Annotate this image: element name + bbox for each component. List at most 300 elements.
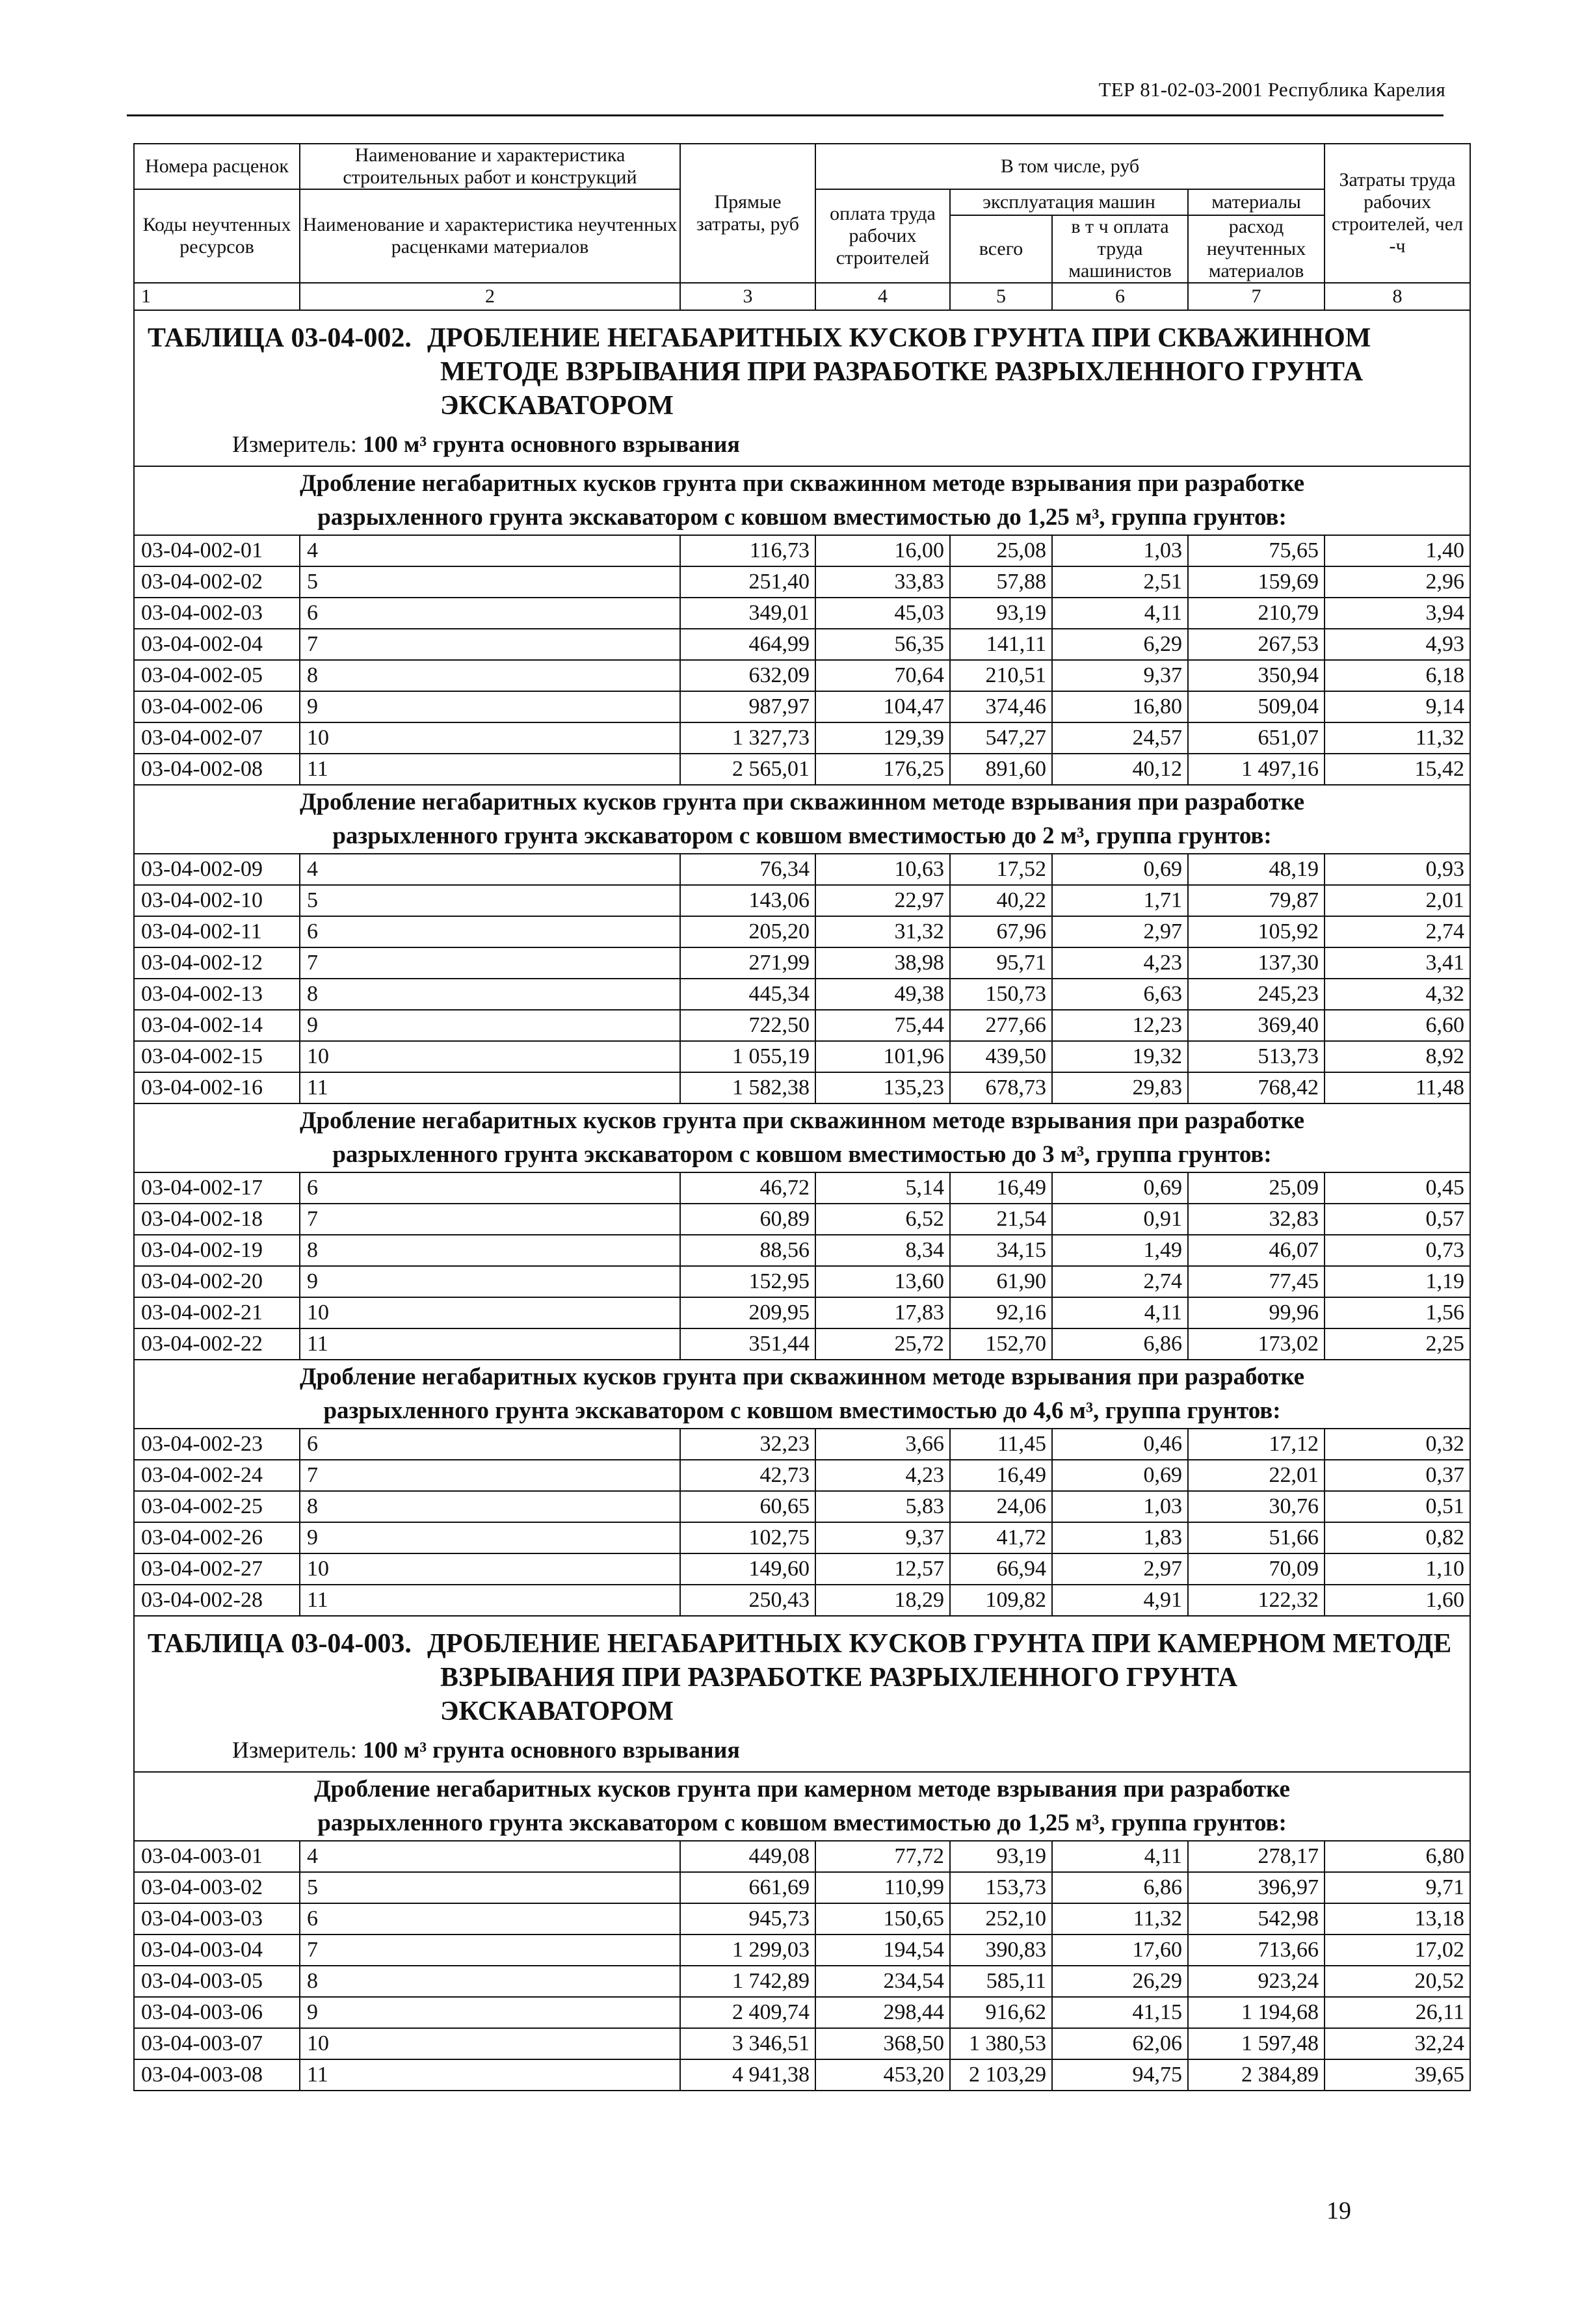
labor-pay-cell: 16,00 (815, 535, 950, 566)
direct-costs-cell: 1 582,38 (680, 1072, 815, 1103)
table-row (134, 1522, 1470, 1553)
table-row (134, 979, 1470, 1010)
labor-hours-cell: 0,73 (1325, 1235, 1470, 1266)
direct-costs-cell: 102,75 (680, 1522, 815, 1553)
soil-group-cell: 7 (300, 629, 680, 660)
group-title-row (134, 1772, 1470, 1841)
table-row (134, 629, 1470, 660)
machines-total-cell: 16,49 (950, 1172, 1052, 1204)
labor-hours-cell: 1,10 (1325, 1553, 1470, 1585)
machines-total-cell: 547,27 (950, 722, 1052, 754)
labor-pay-cell: 18,29 (815, 1585, 950, 1616)
operators-pay-cell: 2,97 (1052, 1553, 1188, 1585)
materials-cell: 369,40 (1188, 1010, 1325, 1041)
soil-group-cell: 11 (300, 1328, 680, 1360)
table-title-line: ВЗРЫВАНИЯ ПРИ РАЗРАБОТКЕ РАЗРЫХЛЕННОГО ГРУНТА (440, 1663, 1238, 1693)
header-nomera: Номера расценок (134, 144, 300, 189)
machines-total-cell: 585,11 (950, 1966, 1052, 1997)
group-title-line: разрыхленного грунта экскаватором с ковшом вместимостью до 3 м³, группа грунтов: (332, 1141, 1272, 1168)
materials-cell: 46,07 (1188, 1235, 1325, 1266)
labor-hours-cell: 1,40 (1325, 535, 1470, 566)
operators-pay-cell: 0,91 (1052, 1204, 1188, 1235)
labor-hours-cell: 0,32 (1325, 1429, 1470, 1460)
header-oplata: оплата труда рабочих строителей (815, 189, 950, 283)
soil-group-cell: 11 (300, 2059, 680, 2091)
rate-code-cell: 03-04-002-09 (134, 854, 300, 885)
machines-total-cell: 439,50 (950, 1041, 1052, 1072)
rate-code-cell: 03-04-002-28 (134, 1585, 300, 1616)
labor-pay-cell: 4,23 (815, 1460, 950, 1491)
labor-pay-cell: 104,47 (815, 691, 950, 722)
direct-costs-cell: 143,06 (680, 885, 815, 916)
labor-hours-cell: 3,94 (1325, 598, 1470, 629)
soil-group-cell: 10 (300, 1553, 680, 1585)
operators-pay-cell: 29,83 (1052, 1072, 1188, 1103)
table-row (134, 691, 1470, 722)
direct-costs-cell: 32,23 (680, 1429, 815, 1460)
header-kody: Коды неучтенных ресурсов (134, 189, 300, 283)
labor-hours-cell: 39,65 (1325, 2059, 1470, 2091)
materials-cell: 159,69 (1188, 566, 1325, 598)
table-title-line: ЭКСКАВАТОРОМ (440, 391, 674, 421)
materials-cell: 70,09 (1188, 1553, 1325, 1585)
rate-code-cell: 03-04-002-10 (134, 885, 300, 916)
rate-code-cell: 03-04-002-20 (134, 1266, 300, 1297)
machines-total-cell: 141,11 (950, 629, 1052, 660)
labor-hours-cell: 1,56 (1325, 1297, 1470, 1328)
labor-hours-cell: 0,82 (1325, 1522, 1470, 1553)
operators-pay-cell: 0,46 (1052, 1429, 1188, 1460)
table-row (134, 1429, 1470, 1460)
machines-total-cell: 93,19 (950, 598, 1052, 629)
rates-table-container (133, 143, 1470, 2091)
rate-code-cell: 03-04-003-04 (134, 1934, 300, 1966)
group-title-line: Дробление негабаритных кусков грунта при скважинном методе взрывания при разработке (300, 1364, 1305, 1390)
direct-costs-cell: 449,08 (680, 1841, 815, 1872)
labor-hours-cell: 9,14 (1325, 691, 1470, 722)
materials-cell: 17,12 (1188, 1429, 1325, 1460)
labor-hours-cell: 2,96 (1325, 566, 1470, 598)
labor-hours-cell: 26,11 (1325, 1997, 1470, 2028)
materials-cell: 513,73 (1188, 1041, 1325, 1072)
direct-costs-cell: 1 055,19 (680, 1041, 815, 1072)
rate-code-cell: 03-04-002-25 (134, 1491, 300, 1522)
rate-code-cell: 03-04-002-17 (134, 1172, 300, 1204)
rate-code-cell: 03-04-002-12 (134, 947, 300, 979)
header-materialy: материалы (1188, 189, 1325, 215)
table-row (134, 1491, 1470, 1522)
labor-hours-cell: 4,93 (1325, 629, 1470, 660)
labor-pay-cell: 9,37 (815, 1522, 950, 1553)
table-row (134, 916, 1470, 947)
operators-pay-cell: 9,37 (1052, 660, 1188, 691)
operators-pay-cell: 17,60 (1052, 1934, 1188, 1966)
header-naim-rabot: Наименование и характеристика строительных работ и конструкций (300, 144, 680, 189)
soil-group-cell: 11 (300, 1585, 680, 1616)
soil-group-cell: 10 (300, 722, 680, 754)
rate-code-cell: 03-04-002-05 (134, 660, 300, 691)
machines-total-cell: 21,54 (950, 1204, 1052, 1235)
labor-hours-cell: 0,57 (1325, 1204, 1470, 1235)
rate-code-cell: 03-04-002-22 (134, 1328, 300, 1360)
labor-pay-cell: 298,44 (815, 1997, 950, 2028)
table-title-line: ДРОБЛЕНИЕ НЕГАБАРИТНЫХ КУСКОВ ГРУНТА ПРИ КАМЕРНОМ МЕТОДЕ (427, 1629, 1452, 1659)
group-title-line: разрыхленного грунта экскаватором с ковшом вместимостью до 4,6 м³, группа грунтов: (323, 1397, 1281, 1424)
operators-pay-cell: 1,49 (1052, 1235, 1188, 1266)
soil-group-cell: 7 (300, 947, 680, 979)
rate-code-cell: 03-04-003-07 (134, 2028, 300, 2059)
materials-cell: 278,17 (1188, 1841, 1325, 1872)
direct-costs-cell: 152,95 (680, 1266, 815, 1297)
labor-hours-cell: 0,93 (1325, 854, 1470, 885)
rate-code-cell: 03-04-002-04 (134, 629, 300, 660)
operators-pay-cell: 6,63 (1052, 979, 1188, 1010)
labor-pay-cell: 234,54 (815, 1966, 950, 1997)
table-row (134, 1297, 1470, 1328)
header-ekspl: эксплуатация машин (950, 189, 1188, 215)
section-title-row (134, 310, 1470, 466)
rate-code-cell: 03-04-003-05 (134, 1966, 300, 1997)
machines-total-cell: 390,83 (950, 1934, 1052, 1966)
operators-pay-cell: 1,03 (1052, 535, 1188, 566)
table-row (134, 1934, 1470, 1966)
materials-cell: 105,92 (1188, 916, 1325, 947)
rate-code-cell: 03-04-002-19 (134, 1235, 300, 1266)
labor-pay-cell: 6,52 (815, 1204, 950, 1235)
labor-pay-cell: 3,66 (815, 1429, 950, 1460)
labor-hours-cell: 6,80 (1325, 1841, 1470, 1872)
direct-costs-cell: 60,89 (680, 1204, 815, 1235)
rate-code-cell: 03-04-002-11 (134, 916, 300, 947)
rate-code-cell: 03-04-002-01 (134, 535, 300, 566)
direct-costs-cell: 722,50 (680, 1010, 815, 1041)
soil-group-cell: 8 (300, 1966, 680, 1997)
operators-pay-cell: 0,69 (1052, 1460, 1188, 1491)
soil-group-cell: 8 (300, 979, 680, 1010)
labor-pay-cell: 150,65 (815, 1903, 950, 1934)
labor-pay-cell: 8,34 (815, 1235, 950, 1266)
machines-total-cell: 17,52 (950, 854, 1052, 885)
machines-total-cell: 153,73 (950, 1872, 1052, 1903)
labor-hours-cell: 15,42 (1325, 754, 1470, 785)
column-number: 3 (680, 283, 815, 310)
labor-pay-cell: 56,35 (815, 629, 950, 660)
measure-value: 100 м³ грунта основного взрывания (362, 1737, 740, 1763)
machines-total-cell: 25,08 (950, 535, 1052, 566)
machines-total-cell: 95,71 (950, 947, 1052, 979)
materials-cell: 122,32 (1188, 1585, 1325, 1616)
operators-pay-cell: 4,11 (1052, 1841, 1188, 1872)
direct-costs-cell: 2 409,74 (680, 1997, 815, 2028)
labor-hours-cell: 11,48 (1325, 1072, 1470, 1103)
labor-pay-cell: 49,38 (815, 979, 950, 1010)
soil-group-cell: 4 (300, 1841, 680, 1872)
header-naim-materialov: Наименование и характеристика неучтенных расценками материалов (300, 189, 680, 283)
machines-total-cell: 34,15 (950, 1235, 1052, 1266)
labor-pay-cell: 12,57 (815, 1553, 950, 1585)
soil-group-cell: 8 (300, 1235, 680, 1266)
column-number: 4 (815, 283, 950, 310)
rate-code-cell: 03-04-003-03 (134, 1903, 300, 1934)
direct-costs-cell: 2 565,01 (680, 754, 815, 785)
operators-pay-cell: 6,86 (1052, 1872, 1188, 1903)
operators-pay-cell: 40,12 (1052, 754, 1188, 785)
table-row (134, 2028, 1470, 2059)
table-row (134, 1172, 1470, 1204)
operators-pay-cell: 6,29 (1052, 629, 1188, 660)
labor-hours-cell: 6,60 (1325, 1010, 1470, 1041)
group-title-line: Дробление негабаритных кусков грунта при скважинном методе взрывания при разработке (300, 1107, 1305, 1134)
direct-costs-cell: 4 941,38 (680, 2059, 815, 2091)
machines-total-cell: 891,60 (950, 754, 1052, 785)
operators-pay-cell: 2,74 (1052, 1266, 1188, 1297)
labor-hours-cell: 2,25 (1325, 1328, 1470, 1360)
operators-pay-cell: 1,83 (1052, 1522, 1188, 1553)
soil-group-cell: 7 (300, 1460, 680, 1491)
soil-group-cell: 6 (300, 598, 680, 629)
labor-pay-cell: 129,39 (815, 722, 950, 754)
direct-costs-cell: 632,09 (680, 660, 815, 691)
materials-cell: 923,24 (1188, 1966, 1325, 1997)
operators-pay-cell: 4,11 (1052, 1297, 1188, 1328)
rate-code-cell: 03-04-003-08 (134, 2059, 300, 2091)
table-label: ТАБЛИЦА 03-04-003. (148, 1629, 412, 1659)
rate-code-cell: 03-04-003-01 (134, 1841, 300, 1872)
rate-code-cell: 03-04-002-07 (134, 722, 300, 754)
labor-pay-cell: 25,72 (815, 1328, 950, 1360)
column-number: 2 (300, 283, 680, 310)
group-title-row (134, 466, 1470, 535)
direct-costs-cell: 445,34 (680, 979, 815, 1010)
rate-code-cell: 03-04-003-02 (134, 1872, 300, 1903)
table-title-line: ДРОБЛЕНИЕ НЕГАБАРИТНЫХ КУСКОВ ГРУНТА ПРИ СКВАЖИННОМ (427, 323, 1371, 353)
direct-costs-cell: 251,40 (680, 566, 815, 598)
table-row (134, 1966, 1470, 1997)
group-title (134, 1360, 1470, 1429)
section-title (134, 310, 1470, 466)
materials-cell: 2 384,89 (1188, 2059, 1325, 2091)
direct-costs-cell: 1 299,03 (680, 1934, 815, 1966)
materials-cell: 350,94 (1188, 660, 1325, 691)
materials-cell: 22,01 (1188, 1460, 1325, 1491)
operators-pay-cell: 11,32 (1052, 1903, 1188, 1934)
materials-cell: 173,02 (1188, 1328, 1325, 1360)
materials-cell: 542,98 (1188, 1903, 1325, 1934)
table-row (134, 1553, 1470, 1585)
group-title-line: разрыхленного грунта экскаватором с ковшом вместимостью до 1,25 м³, группа грунтов: (317, 1810, 1287, 1836)
soil-group-cell: 6 (300, 916, 680, 947)
machines-total-cell: 1 380,53 (950, 2028, 1052, 2059)
labor-pay-cell: 101,96 (815, 1041, 950, 1072)
direct-costs-cell: 88,56 (680, 1235, 815, 1266)
table-row (134, 660, 1470, 691)
direct-costs-cell: 661,69 (680, 1872, 815, 1903)
labor-pay-cell: 17,83 (815, 1297, 950, 1328)
labor-hours-cell: 17,02 (1325, 1934, 1470, 1966)
table-row (134, 885, 1470, 916)
materials-cell: 77,45 (1188, 1266, 1325, 1297)
machines-total-cell: 277,66 (950, 1010, 1052, 1041)
labor-pay-cell: 135,23 (815, 1072, 950, 1103)
labor-hours-cell: 0,45 (1325, 1172, 1470, 1204)
labor-pay-cell: 33,83 (815, 566, 950, 598)
table-row (134, 1041, 1470, 1072)
labor-pay-cell: 13,60 (815, 1266, 950, 1297)
operators-pay-cell: 94,75 (1052, 2059, 1188, 2091)
materials-cell: 1 597,48 (1188, 2028, 1325, 2059)
labor-pay-cell: 22,97 (815, 885, 950, 916)
operators-pay-cell: 4,11 (1052, 598, 1188, 629)
soil-group-cell: 7 (300, 1934, 680, 1966)
table-row (134, 1841, 1470, 1872)
soil-group-cell: 10 (300, 1041, 680, 1072)
column-number: 5 (950, 283, 1052, 310)
table-row (134, 535, 1470, 566)
soil-group-cell: 5 (300, 1872, 680, 1903)
header-pryamye: Прямые затраты, руб (680, 144, 815, 283)
table-row (134, 1235, 1470, 1266)
section-title-row (134, 1616, 1470, 1772)
labor-pay-cell: 38,98 (815, 947, 950, 979)
rate-code-cell: 03-04-002-08 (134, 754, 300, 785)
materials-cell: 25,09 (1188, 1172, 1325, 1204)
soil-group-cell: 9 (300, 1522, 680, 1553)
machines-total-cell: 66,94 (950, 1553, 1052, 1585)
operators-pay-cell: 26,29 (1052, 1966, 1188, 1997)
machines-total-cell: 152,70 (950, 1328, 1052, 1360)
direct-costs-cell: 149,60 (680, 1553, 815, 1585)
machines-total-cell: 67,96 (950, 916, 1052, 947)
soil-group-cell: 9 (300, 1997, 680, 2028)
rate-code-cell: 03-04-002-18 (134, 1204, 300, 1235)
machines-total-cell: 92,16 (950, 1297, 1052, 1328)
soil-group-cell: 6 (300, 1429, 680, 1460)
document-code: ТЕР 81-02-03-2001 Республика Карелия (1098, 78, 1445, 101)
header-vtom: В том числе, руб (815, 144, 1325, 189)
column-number: 8 (1325, 283, 1470, 310)
operators-pay-cell: 1,71 (1052, 885, 1188, 916)
materials-cell: 1 497,16 (1188, 754, 1325, 785)
soil-group-cell: 9 (300, 691, 680, 722)
operators-pay-cell: 62,06 (1052, 2028, 1188, 2059)
labor-hours-cell: 1,60 (1325, 1585, 1470, 1616)
labor-hours-cell: 32,24 (1325, 2028, 1470, 2059)
machines-total-cell: 16,49 (950, 1460, 1052, 1491)
group-title (134, 466, 1470, 535)
group-title-line: Дробление негабаритных кусков грунта при скважинном методе взрывания при разработке (300, 789, 1305, 815)
table-row (134, 1328, 1470, 1360)
soil-group-cell: 9 (300, 1010, 680, 1041)
header-rashod: расход неучтенных материалов (1188, 215, 1325, 283)
rate-code-cell: 03-04-002-23 (134, 1429, 300, 1460)
table-row (134, 2059, 1470, 2091)
operators-pay-cell: 41,15 (1052, 1997, 1188, 2028)
labor-hours-cell: 9,71 (1325, 1872, 1470, 1903)
machines-total-cell: 210,51 (950, 660, 1052, 691)
machines-total-cell: 11,45 (950, 1429, 1052, 1460)
header-vtch: в т ч оплата труда машинистов (1052, 215, 1188, 283)
table-row (134, 1903, 1470, 1934)
machines-total-cell: 252,10 (950, 1903, 1052, 1934)
labor-pay-cell: 77,72 (815, 1841, 950, 1872)
operators-pay-cell: 12,23 (1052, 1010, 1188, 1041)
column-number: 1 (134, 283, 300, 310)
rate-code-cell: 03-04-002-27 (134, 1553, 300, 1585)
rate-code-cell: 03-04-002-06 (134, 691, 300, 722)
direct-costs-cell: 250,43 (680, 1585, 815, 1616)
table-row (134, 1872, 1470, 1903)
table-row (134, 1266, 1470, 1297)
group-title-row (134, 1360, 1470, 1429)
page-number: 19 (1326, 2197, 1351, 2225)
column-number: 6 (1052, 283, 1188, 310)
soil-group-cell: 4 (300, 535, 680, 566)
labor-hours-cell: 1,19 (1325, 1266, 1470, 1297)
labor-hours-cell: 8,92 (1325, 1041, 1470, 1072)
operators-pay-cell: 24,57 (1052, 722, 1188, 754)
operators-pay-cell: 2,97 (1052, 916, 1188, 947)
machines-total-cell: 40,22 (950, 885, 1052, 916)
labor-pay-cell: 45,03 (815, 598, 950, 629)
direct-costs-cell: 1 327,73 (680, 722, 815, 754)
materials-cell: 509,04 (1188, 691, 1325, 722)
measure-value: 100 м³ грунта основного взрывания (362, 431, 740, 457)
materials-cell: 79,87 (1188, 885, 1325, 916)
table-row (134, 1585, 1470, 1616)
table-row (134, 854, 1470, 885)
labor-hours-cell: 13,18 (1325, 1903, 1470, 1934)
direct-costs-cell: 209,95 (680, 1297, 815, 1328)
labor-pay-cell: 70,64 (815, 660, 950, 691)
header-zatraty: Затраты труда рабочих строителей, чел -ч (1325, 144, 1470, 283)
machines-total-cell: 150,73 (950, 979, 1052, 1010)
labor-hours-cell: 2,01 (1325, 885, 1470, 916)
labor-pay-cell: 10,63 (815, 854, 950, 885)
direct-costs-cell: 116,73 (680, 535, 815, 566)
labor-pay-cell: 368,50 (815, 2028, 950, 2059)
header-rule (127, 114, 1444, 116)
group-title (134, 785, 1470, 854)
table-row (134, 947, 1470, 979)
group-title (134, 1103, 1470, 1172)
rate-code-cell: 03-04-002-24 (134, 1460, 300, 1491)
direct-costs-cell: 945,73 (680, 1903, 815, 1934)
machines-total-cell: 57,88 (950, 566, 1052, 598)
machines-total-cell: 61,90 (950, 1266, 1052, 1297)
table-row (134, 1204, 1470, 1235)
materials-cell: 713,66 (1188, 1934, 1325, 1966)
rate-code-cell: 03-04-002-02 (134, 566, 300, 598)
column-number: 7 (1188, 283, 1325, 310)
rates-table (133, 143, 1471, 2091)
materials-cell: 30,76 (1188, 1491, 1325, 1522)
direct-costs-cell: 46,72 (680, 1172, 815, 1204)
direct-costs-cell: 464,99 (680, 629, 815, 660)
machines-total-cell: 24,06 (950, 1491, 1052, 1522)
materials-cell: 396,97 (1188, 1872, 1325, 1903)
table-body (134, 310, 1470, 2091)
labor-hours-cell: 11,32 (1325, 722, 1470, 754)
operators-pay-cell: 6,86 (1052, 1328, 1188, 1360)
machines-total-cell: 109,82 (950, 1585, 1052, 1616)
soil-group-cell: 8 (300, 660, 680, 691)
rate-code-cell: 03-04-002-15 (134, 1041, 300, 1072)
table-row (134, 722, 1470, 754)
soil-group-cell: 7 (300, 1204, 680, 1235)
rate-code-cell: 03-04-002-21 (134, 1297, 300, 1328)
labor-pay-cell: 31,32 (815, 916, 950, 947)
soil-group-cell: 10 (300, 1297, 680, 1328)
